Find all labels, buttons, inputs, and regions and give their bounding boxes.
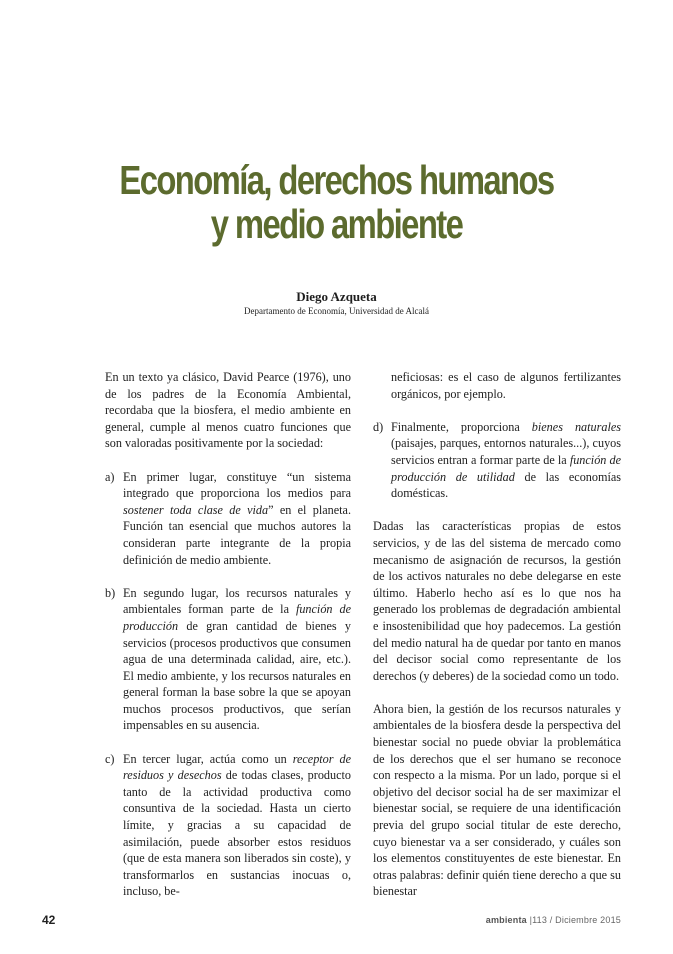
author-affiliation: Departamento de Economía, Universidad de Alcalá	[244, 306, 429, 316]
list-item-b	[105, 585, 351, 734]
list-item-c-continued: neficiosas: es el caso de algunos fertilizantes orgánicos, por ejemplo.	[391, 370, 621, 401]
body-paragraph-2: Ahora bien, la gestión de los recursos naturales y ambientales de la biosfera desde la perspectiva del bienestar social no puede obviar la problemática de los derechos que el ser humano se reconoce con respecto a la misma. Por un lado, porque si el objetivo del decisor social ha de ser maximizar el bienestar social, se requiere de una identificación previa del grupo social titular de este derecho, cuyo bienestar va a ser considerado, y cuáles son los elementos constituyentes de este bienestar. En otras palabras: definir quién tiene derecho a que su bienestar	[373, 701, 621, 899]
list-item-text: Finalmente, proporciona bienes naturales (paisajes, parques, entornos naturales...), cuyos servicios entran a formar parte de la función de producción de utilidad de las economías domésticas.	[391, 419, 622, 501]
body-paragraph-1: Dadas las características propias de estos servicios, y de las del sistema de mercado como mecanismo de asignación de recursos, la gestión de los activos naturales no debe delegarse en este último. Haberlo hecho así es lo que nos ha generado los problemas de degradación ambiental e insostenibilidad que hoy padecemos. La gestión del medio natural ha de quedar por tanto en manos del decisor social como representante de los derechos (y deberes) de la sociedad como un todo.	[373, 519, 621, 683]
list-marker: c)	[105, 751, 115, 766]
list-item-c	[105, 751, 351, 900]
left-column	[105, 369, 351, 900]
issue-info: |113 / Diciembre 2015	[529, 915, 621, 925]
list-marker: b)	[105, 585, 116, 600]
list-marker: a)	[105, 469, 115, 484]
title-line-1: Economía, derechos humanos	[119, 157, 554, 203]
magazine-name: ambienta	[485, 915, 527, 925]
intro-paragraph: En un texto ya clásico, David Pearce (1976), uno de los padres de la Economía Ambiental, recordaba que la biosfera, el medio ambiente en general, cumple al menos cuatro funciones que son valoradas positivamente por la sociedad:	[105, 370, 351, 451]
list-item-text: En segundo lugar, los recursos naturales y ambientales forman parte de la función de producción de gran cantidad de bienes y servicios (procesos productivos que consumen agua de una determinada calidad, aire, etc.). El medio ambiente, y los recursos naturales en general forman la base sobre la que se apoyan muchos procesos productivos, que serían impensables en su ausencia.	[123, 585, 351, 733]
page-number: 42	[42, 913, 56, 927]
title-line-2: y medio ambiente	[210, 201, 463, 247]
article-title	[67, 158, 605, 246]
list-item-text: En primer lugar, constituye “un sistema integrado que proporciona los medios para sostener toda clase de vida” en el planeta. Función tan esencial que muchos autores la consideran parte integrante de la propia definición de medio ambiente.	[123, 469, 351, 567]
list-marker: d)	[373, 419, 384, 434]
footer-issue	[486, 915, 621, 925]
author-name: Diego Azqueta	[296, 289, 377, 304]
right-column	[373, 369, 621, 900]
list-item-a	[105, 469, 351, 569]
list-item-d	[373, 419, 621, 502]
list-item-text: En tercer lugar, actúa como un receptor de residuos y desechos de todas clases, producto tanto de la actividad productiva como consuntiva de la sociedad. Hasta un cierto límite, y gracias a su capacidad de asimilación, puede absorber estos residuos (que de esta manera son liberados sin coste), y transformarlos en sustancias inocuas o, incluso, be-	[123, 751, 351, 899]
